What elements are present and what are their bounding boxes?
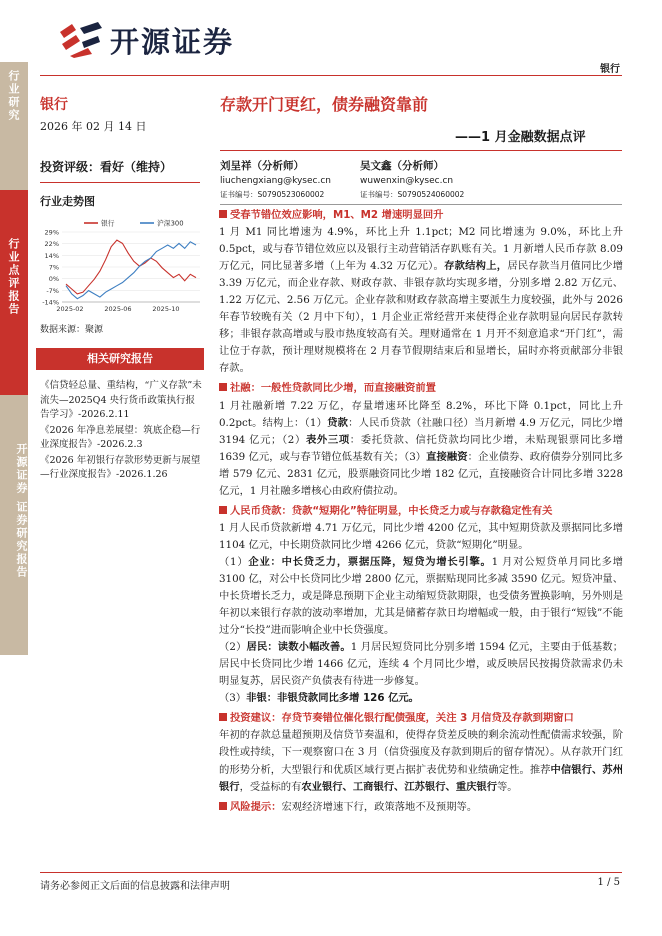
- author-cert: 证书编号：S0790524060002: [360, 190, 465, 199]
- related-reports-list: [40, 379, 204, 484]
- section-heading: 受春节错位效应影响，M1、M2 增速明显回升: [219, 207, 623, 224]
- side-bar-middle: [0, 190, 28, 395]
- side-label-top: 行业研究: [7, 70, 20, 122]
- side-bar-top: [0, 62, 28, 190]
- brand-name: 开源证券: [110, 25, 235, 59]
- related-report-item[interactable]: 《信贷轻总量、重结构，“广义存款”未流失—2025Q4 央行货币政策执行报告学习》-2026.2.11: [40, 380, 202, 420]
- chart-y-tick: 22%: [44, 240, 59, 249]
- chart-y-tick: 7%: [48, 263, 59, 272]
- author-name: 刘呈祥（分析师）: [220, 160, 304, 172]
- section-heading: 投资建议：存贷节奏错位催化银行配债强度，关注 3 月信贷及存款到期窗口: [219, 710, 623, 727]
- paragraph: 1 月 M1 同比增速为 4.9%，环比上升 1.1pct；M2 同比增速为 9.0%，环比上升 0.5pct，或与春节错位效应以及银行主动营销活存趴账有关。1 月新增人民币存款 8.09 万亿元，同比显著多增（上年为 4.32 万亿元）。存款结构上，居民存款当月值同比少增 3.39 万亿元，而企业存款、财政存款、非银存款均实现多增，分别多增 2.82 万亿元、1.22 万亿元、2.56 万亿元。企业存款和财政存款高增主要派生力度较强，此外与 2026 年春节较晚有关（2 月中下旬），1 月企业正常经营开来使得企业存款明显向居民存款转移；非银存款高增或与股市热度较高有关。理财通常在 1 月开不刻意追求“开门红”，需让位于存款，预计理财规模将在 2 月春节假期结束后和显增长，届时亦将贡献部分非银存款。: [219, 226, 624, 375]
- related-report-item[interactable]: 《2026 年初银行存款形势更新与展望—行业深度报告》-2026.1.26: [40, 454, 201, 480]
- chart-x-tick: 2025-10: [152, 305, 180, 313]
- logo-icon: [58, 22, 106, 58]
- author-divider: [220, 204, 622, 205]
- paragraph: （1）企业：中长贷乏力，票据压降，短贷为增长引擎。1 月对公短贷单月同比多增 3100 亿，对公中长贷同比少增 2800 亿元，票据贴现同比多减 3590 亿元。短贷冲量、中长贷增长乏力，或是降息预期下企业主动缩短贷款期限，也受债务置换影响，另外则是年初以来银行存款的波动率增加，尤其是储蓄存款日均增幅或一般，由于银行“短钱”不能过分“长投”进而影响企业中长贷强度。: [219, 555, 624, 637]
- author-email[interactable]: liuchengxiang@kysec.cn: [220, 176, 331, 186]
- bullet-icon: [219, 210, 227, 218]
- section-heading: 人民币贷款：贷款“短期化”特征明显，中长贷乏力或与存款稳定性有关: [219, 503, 623, 520]
- paragraph: 年初的存款总量超预期及信贷节奏温和，使得存贷差反映的剩余流动性配债需求较强，阶段性或持续，下一观察窗口在 3 月（信贷强度及存款到期后的留存情况）。从存款开门红的形势分析，大型银行和优质区域行更占据扩表优势和业绩确定性。推荐中信银行、苏州银行，受益标的有农业银行、工商银行、江苏银行、重庆银行等。: [219, 729, 624, 793]
- section-heading: 社融：一般性贷款同比少增，而直接融资前置: [219, 380, 623, 397]
- chart-legend-label: 沪深300: [157, 219, 184, 228]
- investment-rating: 投资评级：看好（维持）: [40, 160, 173, 174]
- chart-legend-label: 银行: [101, 219, 115, 228]
- author-email[interactable]: wuwenxin@kysec.cn: [360, 176, 454, 186]
- header-industry-tag: 银行: [600, 64, 620, 75]
- industry-name: 银行: [40, 97, 68, 113]
- risk-note: 风险提示：宏观经济增速下行，政策落地不及预期等。: [219, 799, 623, 816]
- chart-x-tick: 2025-06: [104, 305, 132, 313]
- report-title: 存款开门更红，债券融资靠前: [220, 95, 429, 114]
- side-bar-bottom: [0, 395, 28, 655]
- header-divider: [40, 75, 622, 76]
- author-block: [220, 158, 331, 200]
- bullet-icon: [219, 713, 227, 721]
- footer-disclaimer: 请务必参阅正文后面的信息披露和法律声明: [40, 881, 230, 892]
- chart-y-tick: 0%: [48, 275, 59, 284]
- side-label-middle: 行业点评报告: [7, 238, 20, 316]
- related-report-item[interactable]: 《2026 年净息差展望：筑底企稳—行业深度报告》-2026.2.3: [40, 424, 201, 450]
- footer-divider: [40, 872, 622, 873]
- bullet-icon: [219, 383, 227, 391]
- side-label-bottom: 开源证券 证券研究报告: [15, 443, 28, 579]
- author-block: [360, 158, 464, 200]
- bullet-icon: [219, 802, 227, 810]
- bullet-icon: [219, 506, 227, 514]
- report-date: 2026 年 02 月 14 日: [40, 120, 147, 133]
- paragraph: （3）非银：非银贷款同比多增 126 亿元。: [219, 692, 419, 705]
- page-number: 1 / 5: [597, 877, 620, 888]
- chart-y-tick: 14%: [44, 251, 59, 260]
- paragraph: 1 月社融新增 7.22 万亿，存量增速环比降至 8.2%，环比下降 0.1pct，同比上升 0.2pct。结构上：（1）贷款：人民币贷款（社融口径）当月新增 4.9 万亿元，同比少增 3194 亿元；（2）表外三项：委托贷款、信托贷款均同比少增，未贴现银票同比多增 1639 亿元，或与春节错位低基数有关；（3）直接融资：企业债券、政府债券分别同比多增 579 亿元、2831 亿元，股票融资同比少增 182 亿元，直接融资合计同比多增 3228 亿元，1 月社融多增核心由政府债拉动。: [219, 399, 624, 497]
- trend-chart: [36, 216, 204, 318]
- chart-y-tick: 29%: [44, 228, 59, 237]
- paragraph: （2）居民：读数小幅改善。1 月居民短贷同比分别多增 1594 亿元，主要由于低基数；居民中长贷同比少增 1466 亿元，连续 4 个月同比少增，或反映居民按揭贷款需求仍未明显复苏，居民资产负债表有待进一步修复。: [219, 641, 623, 688]
- related-reports-heading: 相关研究报告: [36, 348, 204, 370]
- report-subtitle: ——1 月金融数据点评: [455, 130, 586, 145]
- author-name: 吴文鑫（分析师）: [360, 160, 444, 172]
- trend-chart-title: 行业走势图: [40, 195, 95, 208]
- chart-x-tick: 2025-02: [56, 305, 84, 313]
- left-divider: [40, 182, 200, 183]
- chart-y-tick: -7%: [46, 286, 59, 295]
- author-cert: 证书编号：S0790523060002: [220, 190, 325, 199]
- report-body: [219, 207, 623, 816]
- chart-source: 数据来源：聚源: [40, 325, 104, 335]
- paragraph: 1 月人民币贷款新增 4.71 万亿元，同比少增 4200 亿元，其中短期贷款及票据同比多增 1104 亿元，中长期贷款同比少增 4266 亿元，贷款“短期化”明显。: [219, 521, 623, 551]
- title-divider: [220, 150, 622, 151]
- chart-y-tick: -14%: [42, 298, 59, 307]
